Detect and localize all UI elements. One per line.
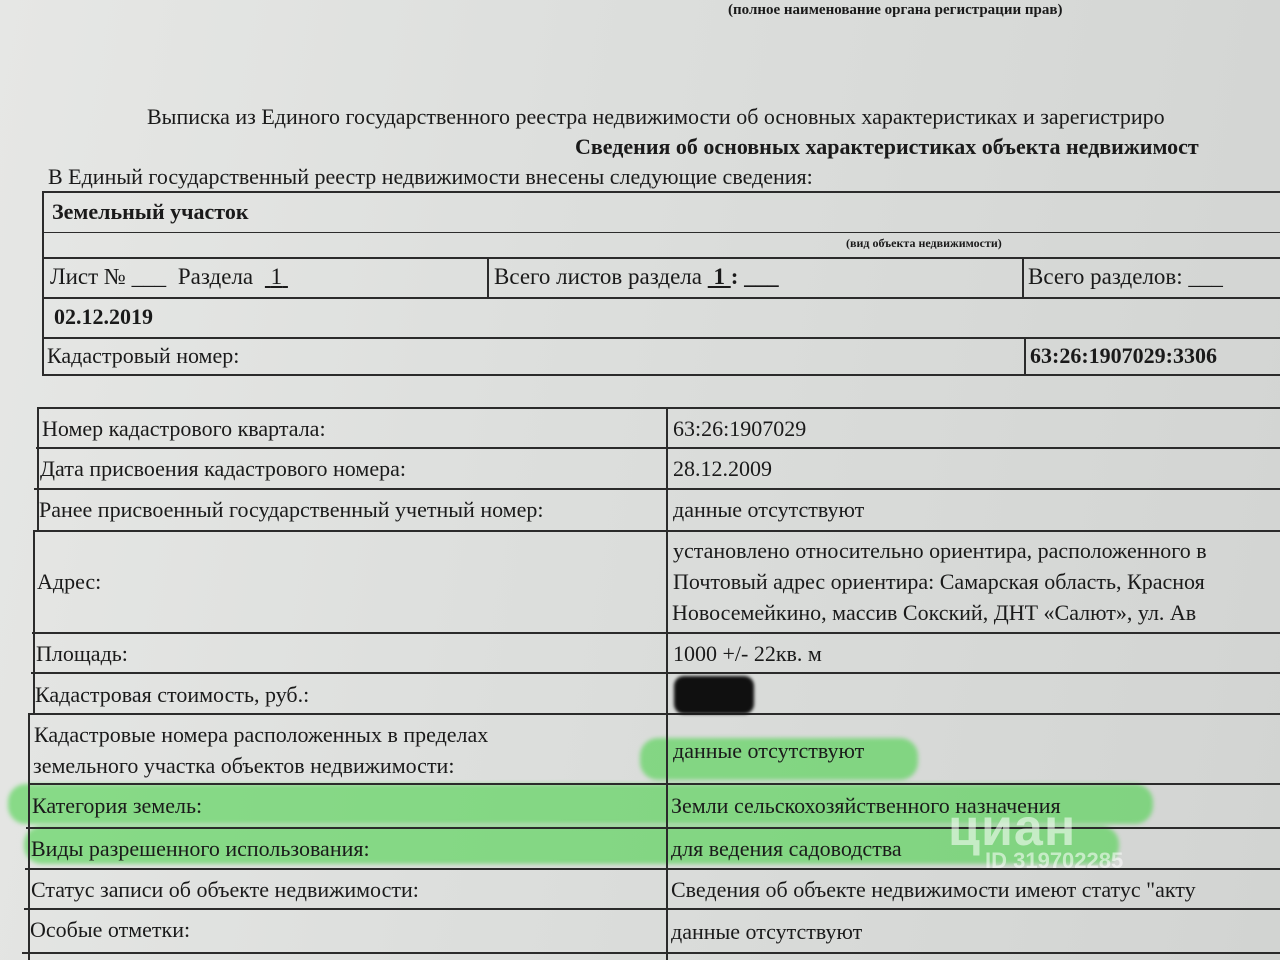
table1-bottom-border xyxy=(42,374,1280,376)
address-line: Почтовый адрес ориентира: Самарская область, Красноя xyxy=(673,569,1205,594)
row-label: Номер кадастрового квартала: xyxy=(42,416,326,441)
address-line: установлено относительно ориентира, расположенного в xyxy=(673,538,1207,563)
total-sections: Всего разделов: ___ xyxy=(1028,264,1223,289)
cadastral-number-value: 63:26:1907029:3306 xyxy=(1030,343,1217,368)
object-type-caption: (вид объекта недвижимости) xyxy=(846,236,1002,250)
table2-row-divider xyxy=(36,447,1280,449)
row-label: Площадь: xyxy=(36,641,128,666)
row-label: Виды разрешенного использования: xyxy=(31,836,370,861)
row-label: Дата присвоения кадастрового номера: xyxy=(40,456,406,481)
document-subtitle: Сведения об основных характеристиках объекта недвижимост xyxy=(575,134,1199,159)
address-line: Новосемейкино, массив Сокский, ДНТ «Салют», ул. Ав xyxy=(672,600,1197,625)
org-caption: (полное наименование органа регистрации прав) xyxy=(728,2,1063,18)
cadastral-number-label: Кадастровый номер: xyxy=(47,343,240,368)
row-label: земельного участка объектов недвижимости: xyxy=(33,753,455,778)
sheet-number: Лист № ___ Раздела 1 xyxy=(50,264,283,289)
watermark-id: ID 319702285 xyxy=(985,848,1124,873)
table1-left-border xyxy=(42,191,44,376)
row-label: Адрес: xyxy=(37,569,102,594)
table2-row-divider xyxy=(34,488,1280,490)
redaction-mark xyxy=(674,676,754,714)
table2-row-divider xyxy=(26,827,1280,829)
table2-row-divider xyxy=(28,783,1280,785)
intro-text: В Единый государственный реестр недвижимости внесены следующие сведения: xyxy=(48,164,813,189)
row-value: 1000 +/- 22кв. м xyxy=(673,641,822,666)
table1-divider xyxy=(42,257,1280,259)
row-value: 28.12.2009 xyxy=(673,456,772,481)
extract-date: 02.12.2019 xyxy=(54,304,153,329)
table1-divider xyxy=(42,337,1280,339)
row-label: Ранее присвоенный государственный учетный номер: xyxy=(39,497,544,522)
row-value: Сведения об объекте недвижимости имеют статус "акту xyxy=(671,877,1196,902)
row-value: 63:26:1907029 xyxy=(673,416,807,441)
row-label: Категория земель: xyxy=(32,793,203,818)
row-value: данные отсутствуют xyxy=(673,497,865,522)
row-value: данные отсутствуют xyxy=(671,919,863,944)
total-sheets: Всего листов раздела 1 : ___ xyxy=(494,264,779,289)
table1-col-divider xyxy=(487,257,489,297)
row-value: Земли сельскохозяйственного назначения xyxy=(671,793,1061,818)
table2-top-border xyxy=(38,407,1280,409)
table1-divider xyxy=(42,232,1280,233)
row-label: Кадастровая стоимость, руб.: xyxy=(35,682,310,707)
table1-divider xyxy=(42,297,1280,299)
table2-row-divider xyxy=(30,713,1280,715)
table2-row-divider xyxy=(31,672,1280,674)
row-label: Особые отметки: xyxy=(30,917,191,942)
table1-top-border xyxy=(42,191,1280,193)
document-title: Выписка из Единого государственного реестра недвижимости об основных характеристиках и зарегистриро xyxy=(147,104,1165,129)
row-label: Статус записи об объекте недвижимости: xyxy=(31,877,419,902)
object-type: Земельный участок xyxy=(52,199,249,224)
table2-row-divider xyxy=(24,908,1280,910)
table2-col-divider xyxy=(666,407,668,960)
row-value: для ведения садоводства xyxy=(671,836,902,861)
cian-watermark: циан xyxy=(948,799,1077,857)
row-value: данные отсутствуют xyxy=(673,738,865,763)
table2-row-divider xyxy=(22,952,1280,954)
row-label: Кадастровые номера расположенных в пределах xyxy=(34,722,489,747)
table1-col-divider xyxy=(1024,337,1026,375)
table2-row-divider xyxy=(34,530,1280,532)
table2-row-divider xyxy=(32,632,1280,634)
table1-col-divider xyxy=(1022,257,1024,297)
